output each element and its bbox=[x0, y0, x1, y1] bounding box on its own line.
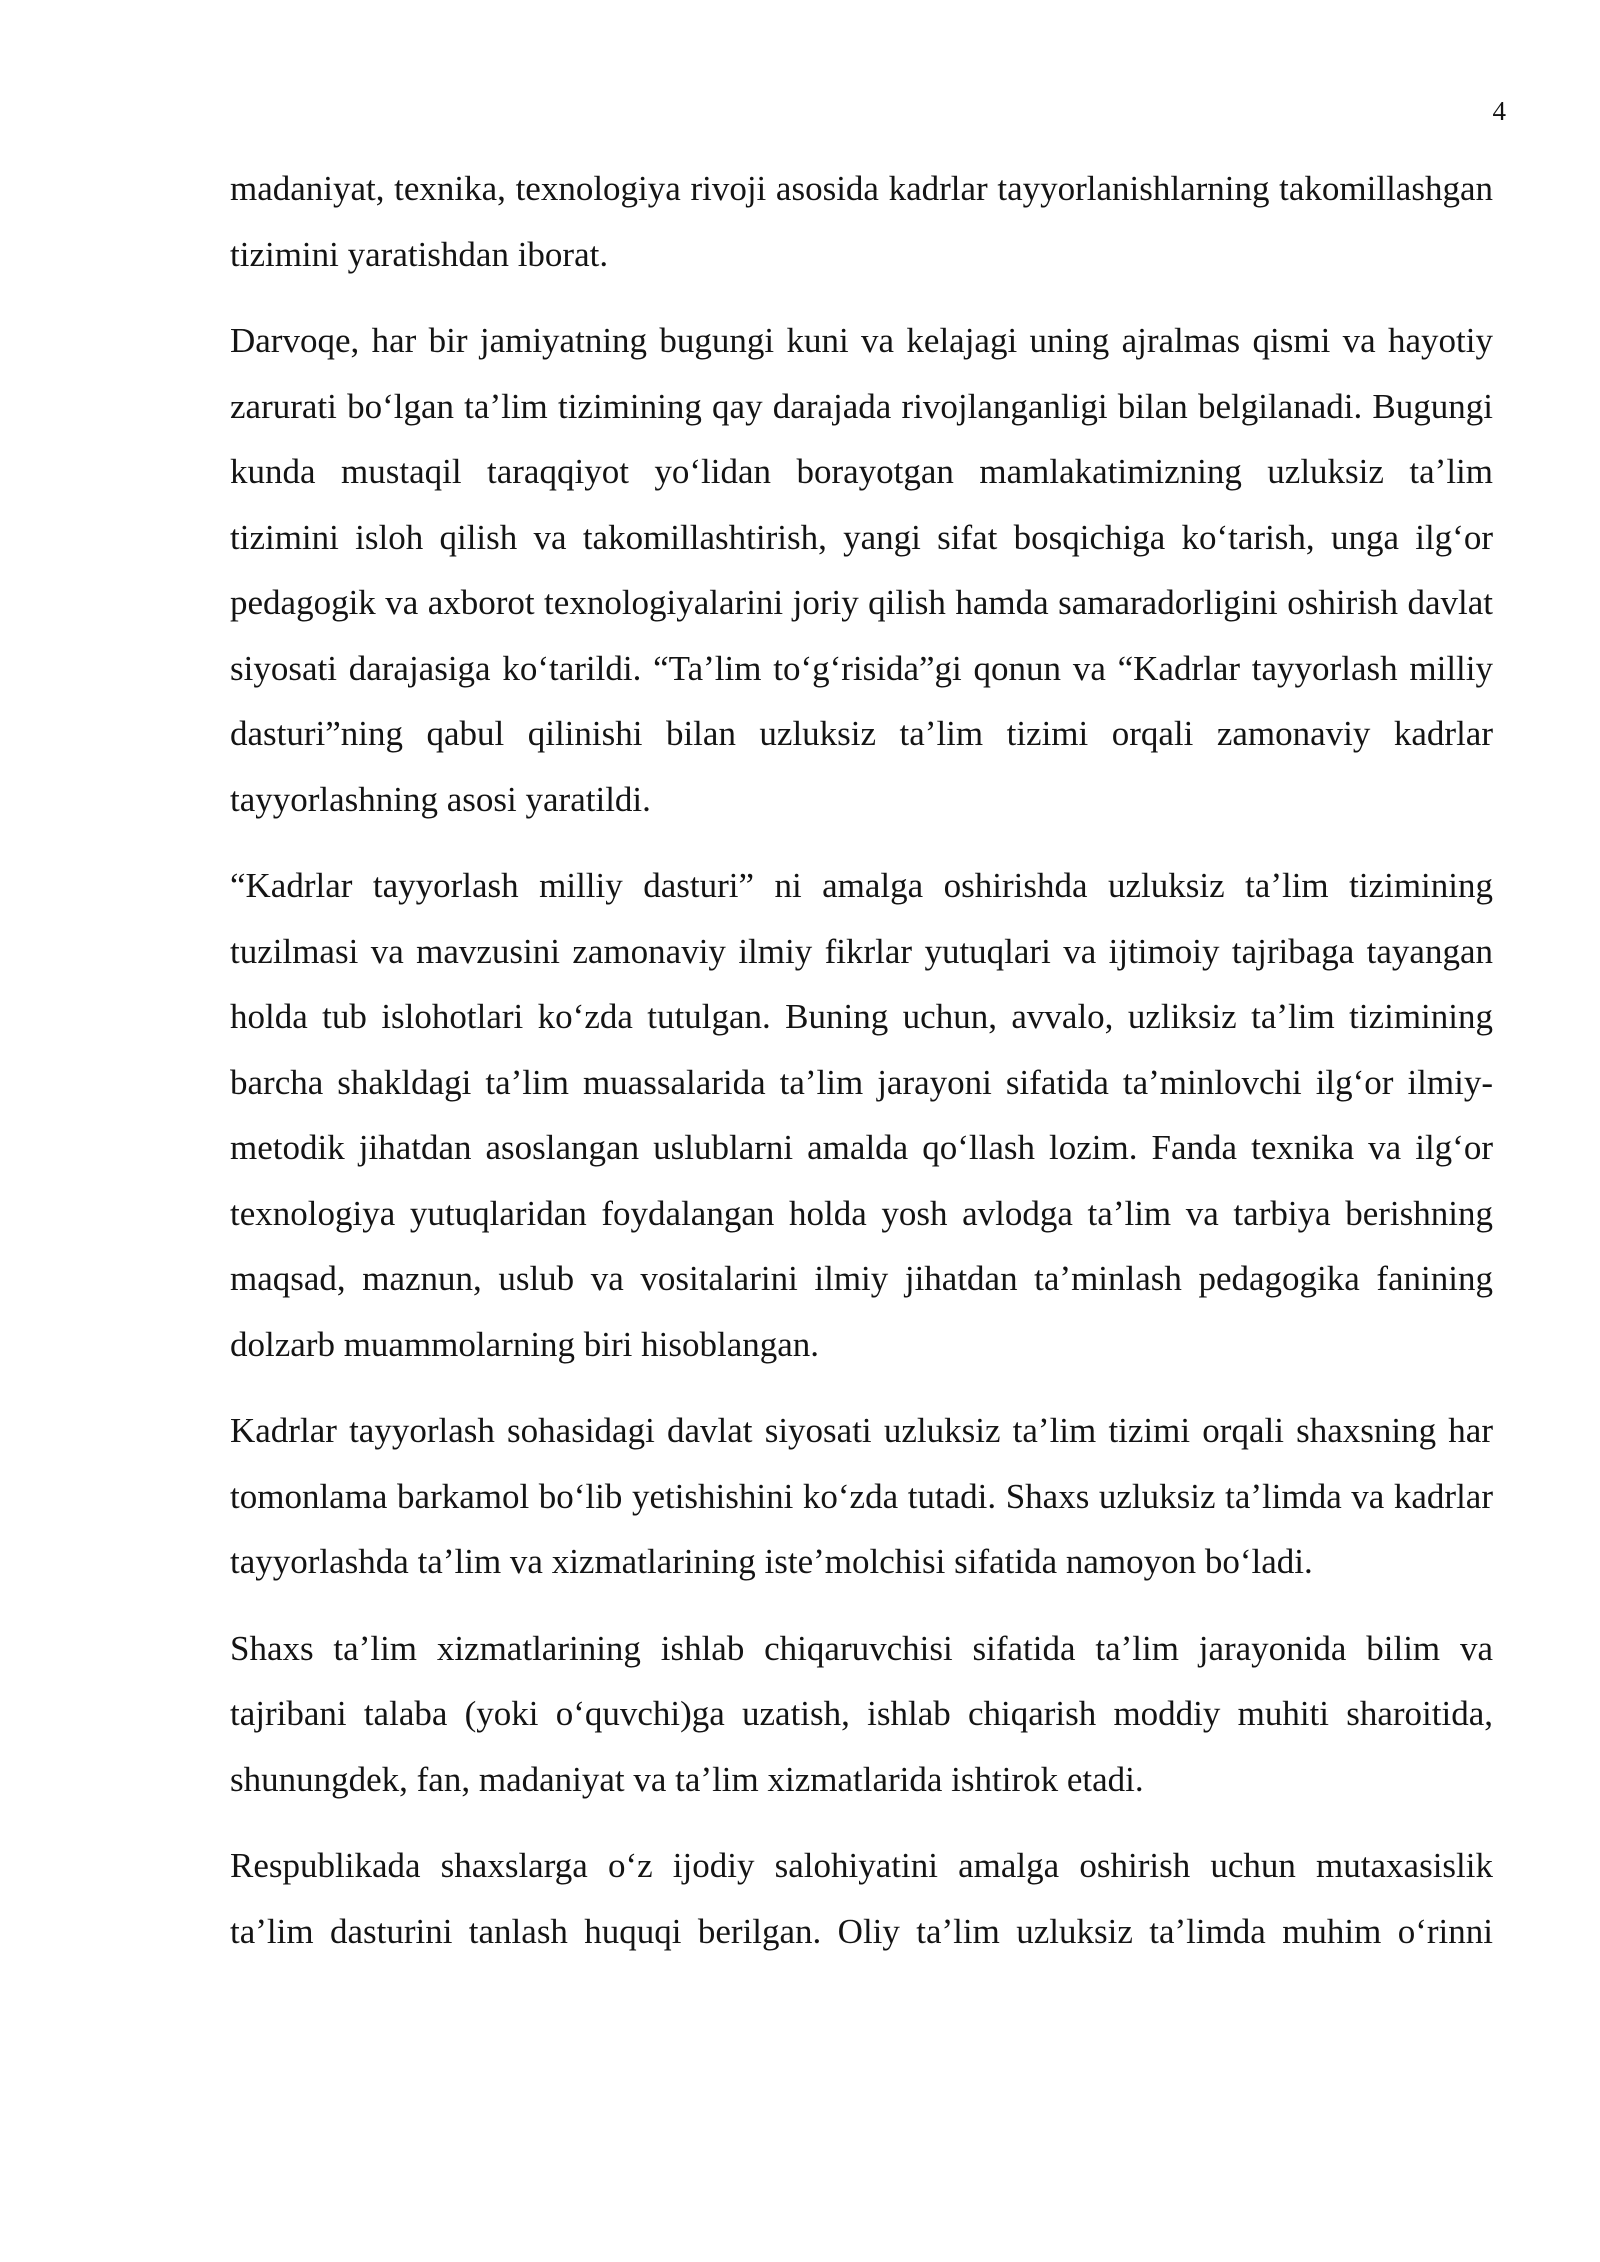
paragraph-specialty-choice: Respublikada shaxslarga oʻz ijodiy salohiyatini amalga oshirish uchun mutaxasislik taʼlim dasturini tanlash huquqi berilgan. Oliy taʼlim uzluksiz taʼlimda muhim oʻrinni bbox=[230, 1846, 1493, 1951]
paragraph-education-system: Darvoqe, har bir jamiyatning bugungi kuni va kelajagi uning ajralmas qismi va hayotiy zarurati boʻlgan taʼlim tizimining qay darajada rivojlanganligi bilan belgilanadi. Bugungi kunda mustaqil taraqqiyot yoʻlidan borayotgan mamlakatimizning uzluksiz taʼlim tizimini isloh qilish va takomillashtirish, yangi sifat bosqichiga koʻtarish, unga ilgʻor pedagogik va axborot texnologiyalarini joriy qilish hamda samaradorligini oshirish davlat siyosati darajasiga koʻtarildi. “Taʼlim toʻgʻrisida”gi qonun va “Kadrlar tayyorlash milliy dasturi”ning qabul qilinishi bilan uzluksiz taʼlim tizimi orqali zamonaviy kadrlar tayyorlashning asosi yaratildi. bbox=[230, 321, 1493, 819]
paragraph-continuation: madaniyat, texnika, texnologiya rivoji asosida kadrlar tayyorlanishlarning takomillashgan tizimini yaratishdan iborat. bbox=[230, 169, 1493, 274]
paragraph-education-services: Shaxs taʼlim xizmatlarining ishlab chiqaruvchisi sifatida taʼlim jarayonida bilim va tajribani talaba (yoki oʻquvchi)ga uzatish, ishlab chiqarish moddiy muhiti sharoitida, shunungdek, fan, madaniyat va taʼlim xizmatlarida ishtirok etadi. bbox=[230, 1628, 1493, 1799]
paragraph-national-program: “Kadrlar tayyorlash milliy dasturi” ni amalga oshirishda uzluksiz taʼlim tizimining tuzilmasi va mavzusini zamonaviy ilmiy fikrlar yutuqlari va ijtimoiy tajribaga tayangan holda tub islohotlari koʻzda tutulgan. Buning uchun, avvalo, uzliksiz taʼlim tizimining barcha shakldagi taʼlim muassalarida taʼlim jarayoni sifatida taʼminlovchi ilgʻor ilmiy-metodik jihatdan asoslangan uslublarni amalda qoʻllash lozim. Fanda texnika va ilgʻor texnologiya yutuqlaridan foydalangan holda yosh avlodga taʼlim va tarbiya berishning maqsad, maznun, uslub va vositalarini ilmiy jihatdan taʼminlash pedagogika fanining dolzarb muammolarning biri hisoblangan. bbox=[230, 866, 1493, 1364]
document-body bbox=[230, 156, 1493, 1964]
paragraph-state-policy: Kadrlar tayyorlash sohasidagi davlat siyosati uzluksiz taʼlim tizimi orqali shaxsning har tomonlama barkamol boʻlib yetishishini koʻzda tutadi. Shaxs uzluksiz taʼlimda va kadrlar tayyorlashda taʼlim va xizmatlarining isteʼmolchisi sifatida namoyon boʻladi. bbox=[230, 1411, 1493, 1581]
page-number: 4 bbox=[1492, 96, 1506, 126]
